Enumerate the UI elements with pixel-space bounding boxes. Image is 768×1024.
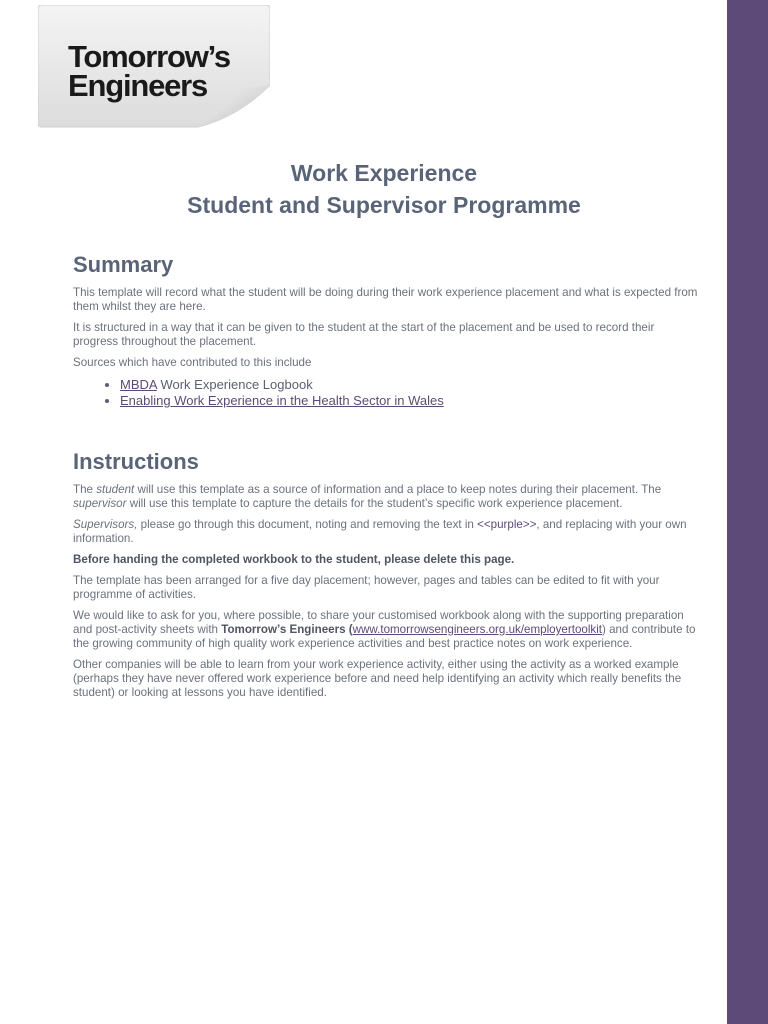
page-side-bar <box>727 0 768 1024</box>
supervisors-term: Supervisors, <box>73 518 138 531</box>
health-sector-link[interactable]: Enabling Work Experience in the Health Sector in Wales <box>120 393 444 408</box>
p1-text-b: will use this template as a source of information and a place to keep notes during their placement. The <box>134 483 662 496</box>
list-item <box>120 393 698 409</box>
summary-heading: Summary <box>73 252 174 277</box>
instructions-body <box>73 483 698 707</box>
instructions-paragraph-5 <box>73 609 698 651</box>
student-term: student <box>96 483 135 496</box>
list-item <box>120 377 698 393</box>
instructions-paragraph-2 <box>73 518 698 546</box>
tomorrows-engineers-logo <box>38 5 270 128</box>
p5-text-a: We would like to ask for you, where possible, to share your customised workbook along with the supporting preparation and post-activity sheets with <box>73 609 684 636</box>
tomorrows-engineers-name: Tomorrow’s Engineers <box>221 623 346 636</box>
p1-text-c: will use this template to capture the details for the student’s specific work experience placement. <box>126 497 623 510</box>
instructions-paragraph-1 <box>73 483 698 511</box>
summary-paragraph-1: This template will record what the student will be doing during their work experience placement and what is expected from them whilst they are here. <box>73 286 698 313</box>
title-line-2: Student and Supervisor Programme <box>187 192 581 218</box>
purple-placeholder-text: <<purple>> <box>477 518 537 531</box>
supervisor-term: supervisor <box>73 497 127 510</box>
p5-open-paren: ( <box>345 623 353 636</box>
employer-toolkit-link[interactable]: www.tomorrowsengineers.org.uk/employertoolkit <box>352 623 603 636</box>
instructions-heading: Instructions <box>73 449 199 474</box>
document-title <box>0 157 768 221</box>
logo-line-2: Engineers <box>68 68 208 103</box>
source-1-rest: Work Experience Logbook <box>156 377 313 392</box>
delete-page-notice: Before handing the completed workbook to the student, please delete this page. <box>73 553 515 566</box>
p1-text-a: The <box>73 483 97 496</box>
title-line-1: Work Experience <box>290 160 478 186</box>
instructions-paragraph-4: The template has been arranged for a five day placement; however, pages and tables can be edited to fit with your programme of activities. <box>73 574 660 601</box>
summary-body <box>73 286 698 409</box>
mbda-link[interactable]: MBDA <box>120 377 157 392</box>
logo-line-1: Tomorrow’s <box>68 39 230 74</box>
sources-list <box>73 377 698 409</box>
summary-paragraph-2: It is structured in a way that it can be given to the student at the start of the placement and be used to record their progress throughout the placement. <box>73 321 655 348</box>
p2-text-a: please go through this document, noting and removing the text in <box>137 518 478 531</box>
logo-wordmark <box>68 39 230 103</box>
p5-text-b: ) and contribute to the growing community of high quality work experience activities and best practice notes on work experience. <box>73 623 696 650</box>
instructions-paragraph-6: Other companies will be able to learn from your work experience activity, either using the activity as a worked example (perhaps they have never offered work experience before and need help identifying an activity which really benefits the student) or looking at lessons you have identified. <box>73 658 682 699</box>
p2-text-b: , and replacing with your own information. <box>73 518 687 545</box>
summary-paragraph-3: Sources which have contributed to this include <box>73 356 312 369</box>
